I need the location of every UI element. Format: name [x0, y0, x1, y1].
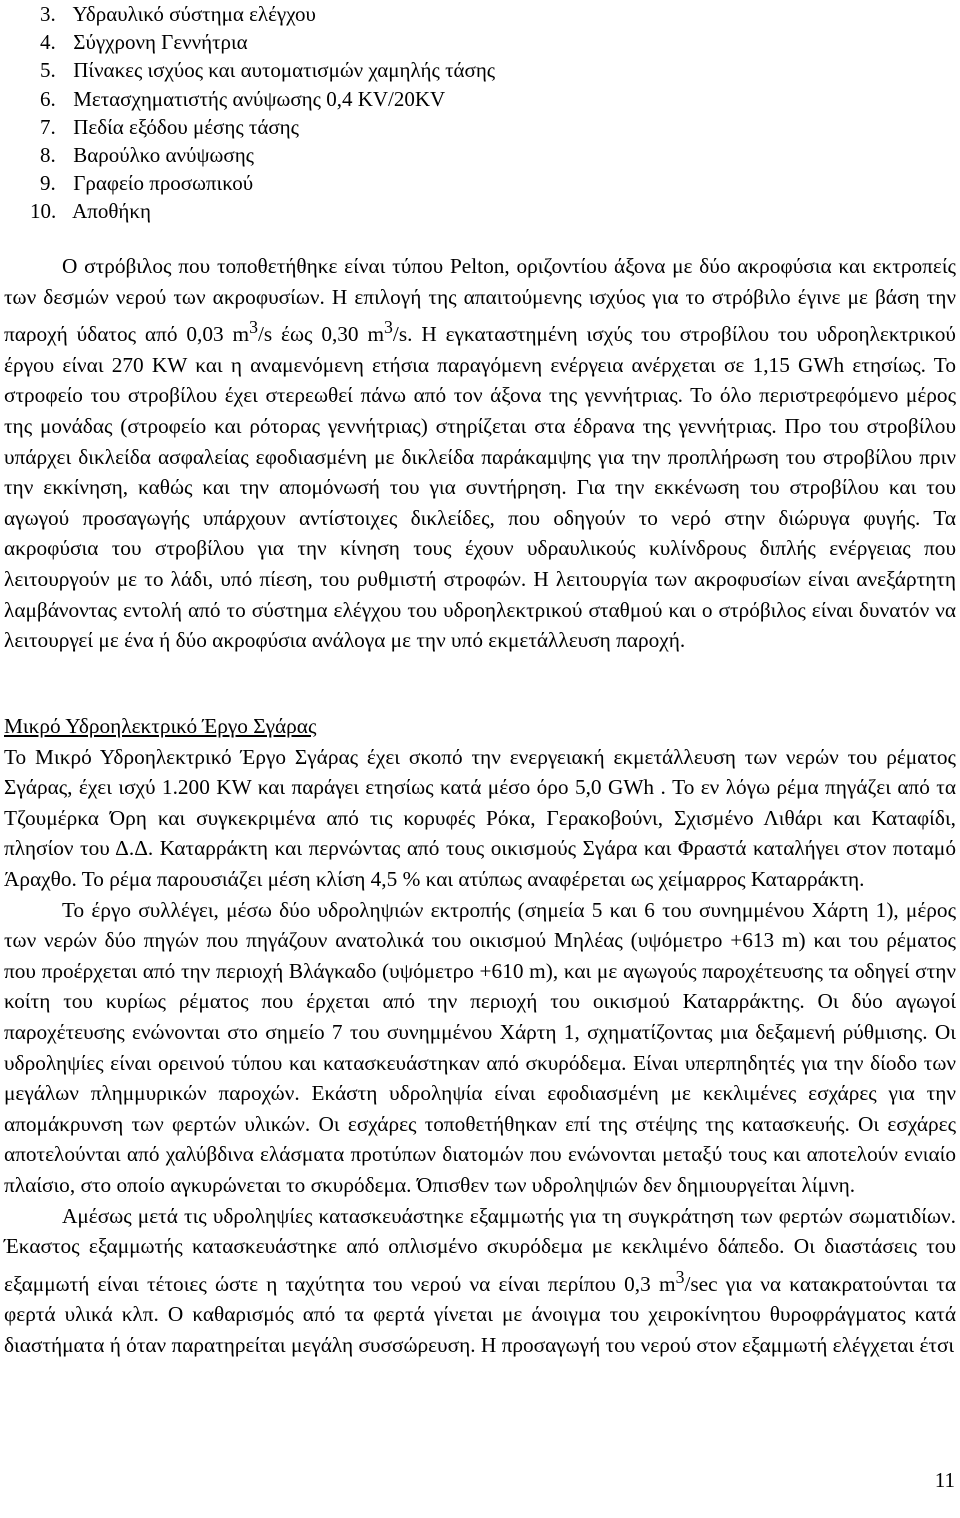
list-number: 3. [40, 2, 56, 26]
list-number: 6. [40, 86, 56, 111]
superscript: 3 [675, 1266, 685, 1287]
paragraph-text: /sec για να κατακρατούνται τα φερτά υλικά κλπ. Ο καθαρισμός από τα φερτά γίνεται με άνοιγμα του χειροκίνητου θυροφράγματος κατά διαστήματα ή όταν παρατηρείται μεγάλη συσσώρευση. Η προσαγωγή του νερού στον εξαμμωτή ελέγχεται έτσι [4, 1271, 956, 1357]
list-number: 10. [30, 199, 57, 224]
list-number: 4. [40, 30, 56, 55]
list-item [40, 85, 495, 113]
list-item [40, 113, 495, 141]
section-paragraph-1: Το Μικρό Υδροηλεκτρικό Έργο Σγάρας έχει σκοπό την ενεργειακή εκμετάλλευση των νερών του ρέματος Σγάρας, έχει ισχύ 1.200 KW και παράγει ετησίως κατά μέσο όρο 5,0 GWh . Το εν λόγω ρέμα πηγάζει από τα Τζουμέρκα Όρη και συγκεκριμένα από τις κορυφές Ρόκα, Γερακοβούνι, Σχισμένο Λιθάρι και Καταφίδι, πλησίον του Δ.Δ. Καταρράκτη και περνώντας από τους οικισμούς Σγάρα και Φραστά καταλήγει στον ποταμό Άραχθο. Το ρέμα παρουσιάζει μέση κλίση 4,5 % και ατύπως αναφέρεται ως χείμαρρος Καταρράκτη. [4, 744, 956, 891]
paragraph-text: Ο στρόβιλος που τοποθετήθηκε είναι τύπου Pelton, οριζοντίου άξονα με δύο ακροφύσια και εκτροπείς των δεσμών νερού των ακροφυσίων. Η επιλογή της απαιτούμενης ισχύος για το στρόβιλο έγινε με βάση την παροχή ύδατος από 0,03 m [4, 254, 956, 347]
list-text: Υδραυλικό σύστημα ελέγχου [72, 2, 316, 26]
list-text: Γραφείο προσωπικού [73, 171, 254, 196]
list-item [40, 141, 495, 169]
paragraph-text: /s. Η εγκαταστημένη ισχύς του στροβίλου του υδροηλεκτρικού έργου είναι 270 KW και η αναμενόμενη ετήσια παραγόμενη ενέργεια ανέρχεται σε 1,15 GWh ετησίως. Το στροφείο του στροβίλου έχει στερεωθεί πάνω από τον άξονα της γεννήτριας. Το όλο περιστρεφόμενο μέρος της μονάδας (στροφείο και ρότορας γεννήτριας) στηρίζεται στα έδρανα της γεννήτριας. Προ του στροβίλου υπάρχει δικλείδα ασφαλείας εφοδιασμένη με δικλείδα παράκαμψης για την προπλήρωση του στροβίλου πριν την εκκίνηση, καθώς και την απομόνωσή του για συντήρηση. Για την εκκένωση του στροβίλου και του αγωγού προσαγωγής υπάρχουν αντίστοιχες δικλείδες, που οδηγούν το νερό στην διώρυγα φυγής. Τα ακροφύσια του στροβίλου για την κίνηση τους έχουν υδραυλικούς κυλίνδρους διπλής ενέργειας που λειτουργούν με το λάδι, υπό πίεση, του ρυθμιστή στροφών. Η λειτουργία των ακροφυσίων είναι ανεξάρτητη λαμβάνοντας εντολή από το σύστημα ελέγχου του υδροηλεκτρικού σταθμού και ο στρόβιλος είναι δυνατόν να λειτουργεί με ένα ή δύο ακροφύσια ανάλογα με την υπό εκμετάλλευση παροχή. [4, 322, 956, 653]
list-item [30, 197, 495, 225]
section-paragraph-2: Το έργο συλλέγει, μέσω δύο υδροληψιών εκτροπής (σημεία 5 και 6 του συνημμένου Χάρτη 1), μέρος των νερών δύο πηγών που πηγάζουν ανατολικά του οικισμού Μηλέας (υψόμετρο +613 m) και του ρέματος που προέρχεται από την περιοχή Βλάγκαδο (υψόμετρο +610 m), και με αγωγούς παροχέτευσης τα οδηγεί στην κοίτη του κυρίως ρέματος που έρχεται από την περιοχή του οικισμού Καταρράκτης. Οι δύο αγωγοί παροχέτευσης ενώνονται στο σημείο 7 του συνημμένου Χάρτη 1, σχηματίζοντας μια δεξαμενή ρύθμισης. Οι υδροληψίες είναι ορεινού τύπου και κατασκευάστηκαν από σκυρόδεμα. Είναι υπερπηδητές για την δίοδο των μεγάλων πλημμυρικών παροχών. Εκάστη υδροληψία είναι εφοδιασμένη με κεκλιμένες εσχάρες για την απομάκρυνση των φερτών υλικών. Οι εσχάρες τοποθετήθηκαν επί της στέψης της κατασκευής. Οι εσχάρες αποτελούνται από χαλύβδινα ελάσματα προτύπων διατομών που ενώνονται μεταξύ τους και αποτελούν ενιαίο πλαίσιο, στο οποίο αγκυρώνεται το σκυρόδεμα. Όπισθεν των υδροληψιών δεν δημιουργείται λίμνη. [4, 897, 956, 1197]
list-text: Σύγχρονη Γεννήτρια [73, 30, 248, 55]
list-number: 5. [40, 58, 56, 83]
sgaras-section [4, 711, 956, 1361]
list-item [40, 0, 495, 28]
list-text: Πίνακες ισχύος και αυτοματισμών χαμηλής τάσης [73, 58, 496, 83]
page-number: 11 [934, 1468, 955, 1492]
section-paragraph-3 [4, 1201, 956, 1361]
superscript: 3 [249, 317, 258, 338]
list-text: Βαρούλκο ανύψωσης [73, 143, 254, 168]
list-text: Πεδία εξόδου μέσης τάσης [73, 114, 299, 139]
list-number: 9. [40, 171, 56, 196]
turbine-section [4, 251, 956, 656]
equipment-list [30, 0, 496, 226]
section-heading: Μικρό Υδροηλεκτρικό Έργο Σγάρας [4, 714, 317, 738]
turbine-paragraph [4, 251, 956, 656]
list-item [40, 28, 495, 56]
list-number: 8. [40, 143, 56, 168]
superscript: 3 [384, 317, 393, 338]
list-text: Αποθήκη [72, 199, 151, 224]
list-item [40, 56, 495, 84]
list-item [40, 169, 495, 197]
list-text: Μετασχηματιστής ανύψωσης 0,4 KV/20KV [73, 86, 446, 111]
list-number: 7. [40, 114, 56, 139]
paragraph-text: /s έως 0,30 m [257, 322, 385, 347]
paragraph-text: Αμέσως μετά τις υδροληψίες κατασκευάστηκε εξαμμωτής για τη συγκράτηση των φερτών σωματιδίων. Έκαστος εξαμμωτής κατασκευάστηκε από οπλισμένο σκυρόδεμα με κεκλιμένο δάπεδο. Οι διαστάσεις του εξαμμωτή είναι τέτοιες ώστε η ταχύτητα του νερού να είναι περίπου 0,3 m [4, 1203, 956, 1296]
